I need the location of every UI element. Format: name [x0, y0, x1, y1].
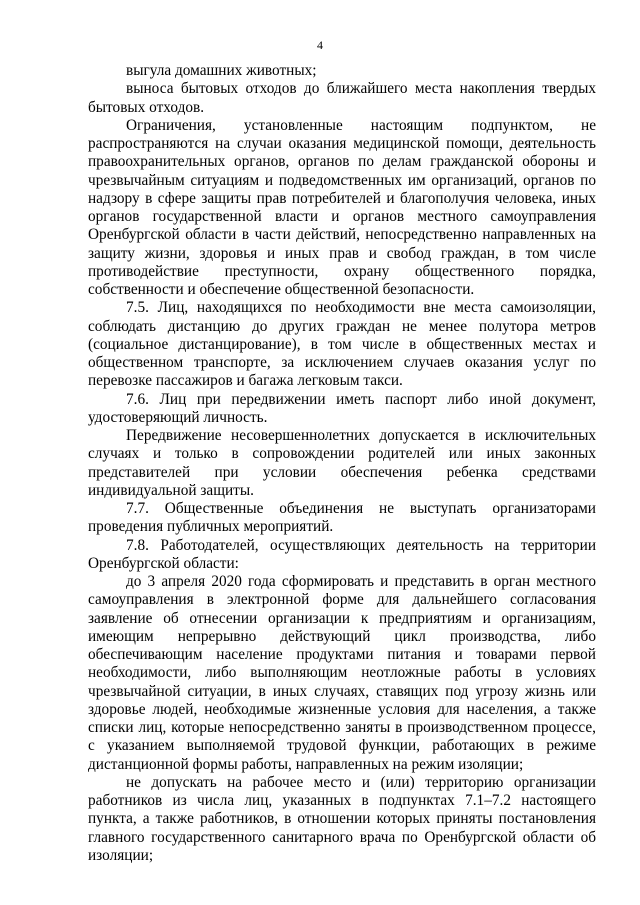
paragraph-pet-walking: выгула домашних животных;	[126, 62, 317, 79]
document-body	[88, 62, 596, 865]
paragraph-item-7-6: 7.6. Лиц при передвижении иметь паспорт либо иной документ, удостоверяющий личность.	[88, 390, 596, 426]
paragraph-item-7-8: 7.8. Работодателей, осуществляющих деятельность на территории Оренбургской области:	[88, 536, 596, 572]
paragraph-minors-movement: Передвижение несовершеннолетних допускается в исключительных случаях и только в сопровождении родителей или иных законных представителей при условии обеспечения ребенка средствами индивидуальной защиты.	[88, 427, 596, 499]
paragraph-item-7-5: 7.5. Лиц, находящихся по необходимости вне места самоизоляции, соблюдать дистанцию до других граждан не менее полутора метров (социальное дистанцирование), в том числе в общественных местах и общественном транспорте, за исключением случаев оказания услуг по перевозке пассажиров и багажа легковым такси.	[88, 299, 596, 390]
paragraph-restriction-exceptions: Ограничения, установленные настоящим подпунктом, не распространяются на случаи оказания медицинской помощи, деятельность правоохранительных органов, органов по делам гражданской обороны и чрезвычайным ситуациям и подведомственных им организаций, органов по надзору в сфере защиты прав потребителей и благополучия человека, иных органов государственной власти и органов местного самоуправления Оренбургской области в части действий, непосредственно направленных на защиту жизни, здоровья и иных прав и свобод граждан, в том числе противодействие преступности, охрану общественного порядка, собственности и обеспечение общественной безопасности.	[88, 116, 596, 298]
paragraph-waste-disposal: выноса бытовых отходов до ближайшего места накопления твердых бытовых отходов.	[88, 80, 596, 116]
page-number: 4	[317, 38, 323, 52]
paragraph-item-7-7: 7.7. Общественные объединения не выступать организаторами проведения публичных мероприятий.	[88, 500, 596, 536]
paragraph-employee-admission: не допускать на рабочее место и (или) территорию организации работников из числа лиц, указанных в подпунктах 7.1–7.2 настоящего пункта, а также работников, в отношении которых приняты постановления главного государственного санитарного врача по Оренбургской области об изоляции;	[88, 773, 596, 864]
paragraph-employer-application: до 3 апреля 2020 года сформировать и представить в орган местного самоуправления в электронной форме для дальнейшего согласования заявление об отнесении организации к предприятиям и организациям, имеющим непрерывно действующий цикл производства, либо обеспечивающим население продуктами питания и товарами первой необходимости, либо выполняющим неотложные работы в условиях чрезвычайной ситуации, в иных случаях, ставящих под угрозу жизнь или здоровье людей, необходимые жизненные условия для населения, а также списки лиц, которые непосредственно заняты в производственном процессе, с указанием выполняемой трудовой функции, работающих в режиме дистанционной формы работы, направленных на режим изоляции;	[88, 573, 596, 773]
